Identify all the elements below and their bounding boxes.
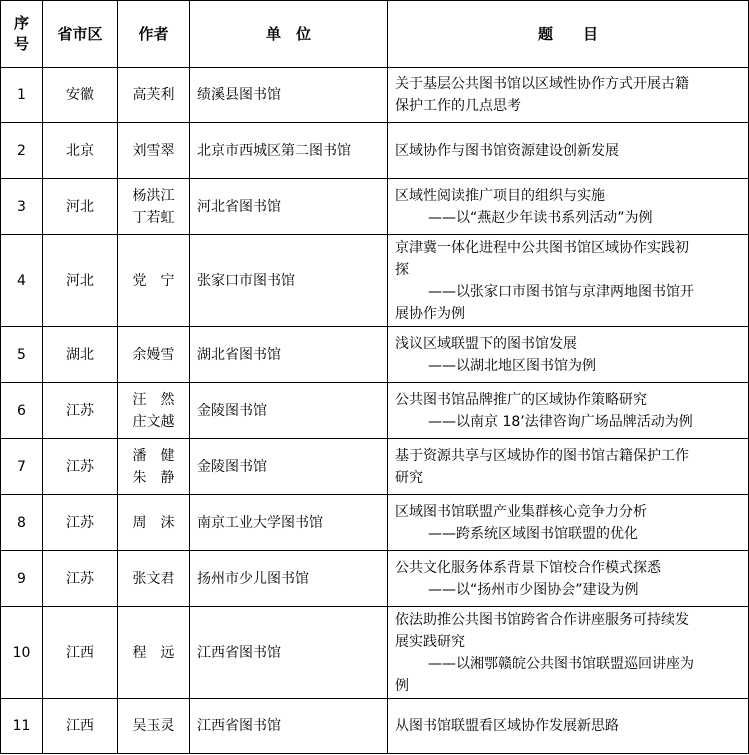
author-name: 丁若虹 [132,209,175,226]
row-number: 9 [1,551,43,607]
table-row [1,607,749,699]
subtitle-line: ——跨系统区域图书馆联盟的优化 [428,525,638,542]
row-province: 安徽 [43,68,118,123]
row-province: 河北 [43,235,118,327]
subtitle-line: ——以南京 18’法律咨询广场品牌活动为例 [428,413,693,430]
row-number: 10 [1,607,43,699]
author-name: 高芙利 [132,87,175,103]
row-title [388,551,749,607]
row-number: 11 [1,699,43,754]
row-unit: 金陵图书馆 [190,383,388,439]
row-unit: 湖北省图书馆 [190,327,388,383]
subtitle-line: ——以张家口市图书馆与京津两地图书馆开 [428,283,694,300]
row-authors [118,383,190,439]
row-unit: 南京工业大学图书馆 [190,495,388,551]
title-line: 关于基层公共图书馆以区域性协作方式开展古籍 [395,76,689,92]
row-authors [118,123,190,179]
table-row [1,551,749,607]
title-line: 保护工作的几点思考 [395,98,521,114]
author-name: 余嫚雪 [132,346,175,363]
author-name: 汪 然 [132,391,175,408]
author-name: 朱 静 [132,469,175,486]
header-no-line: 号 [13,35,29,53]
table-row [1,179,749,235]
row-title [388,123,749,179]
title-line: 基于资源共享与区域协作的图书馆古籍保护工作 [395,447,689,464]
row-province: 江苏 [43,383,118,439]
row-title [388,235,749,327]
subtitle-line: ——以湖北地区图书馆为例 [428,357,596,374]
table-row [1,68,749,123]
title-line: 研究 [395,469,423,486]
table-row [1,699,749,754]
author-name: 张文君 [132,570,175,587]
author-name: 刘雪翠 [132,142,175,159]
table-row [1,123,749,179]
row-unit: 江西省图书馆 [190,699,388,754]
row-province: 江苏 [43,551,118,607]
row-province: 江苏 [43,439,118,495]
row-number: 2 [1,123,43,179]
row-title [388,495,749,551]
row-number: 1 [1,68,43,123]
table-body [1,68,749,754]
subtitle-line: 展协作为例 [395,305,465,322]
row-number: 4 [1,235,43,327]
row-number: 6 [1,383,43,439]
row-authors [118,551,190,607]
row-title [388,383,749,439]
row-province: 北京 [43,123,118,179]
header-province: 省市区 [43,1,118,68]
row-authors [118,699,190,754]
author-name: 程 远 [132,644,175,661]
author-name: 周 沫 [132,514,175,531]
row-unit: 扬州市少儿图书馆 [190,551,388,607]
header-unit: 单 位 [190,1,388,68]
table-row [1,235,749,327]
row-title [388,699,749,754]
title-line: 区域协作与图书馆资源建设创新发展 [395,142,619,159]
table-row [1,383,749,439]
title-line: 浅议区域联盟下的图书馆发展 [395,335,577,352]
row-province: 江西 [43,607,118,699]
row-province: 湖北 [43,327,118,383]
row-unit: 北京市西城区第二图书馆 [190,123,388,179]
row-unit: 河北省图书馆 [190,179,388,235]
row-authors [118,439,190,495]
row-authors [118,495,190,551]
title-line: 京津冀一体化进程中公共图书馆区域协作实践初 [395,239,689,256]
title-line: 依法助推公共图书馆跨省合作讲座服务可持续发 [395,611,689,628]
row-authors [118,327,190,383]
row-unit: 金陵图书馆 [190,439,388,495]
row-authors [118,235,190,327]
title-line: 从图书馆联盟看区域协作发展新思路 [395,718,619,734]
header-no [1,1,43,68]
row-title [388,607,749,699]
row-title [388,439,749,495]
row-province: 河北 [43,179,118,235]
author-name: 杨洪江 [132,187,175,204]
row-number: 7 [1,439,43,495]
author-name: 庄文越 [132,413,175,430]
author-name: 党 宁 [132,272,175,289]
row-unit: 江西省图书馆 [190,607,388,699]
row-title [388,68,749,123]
header-title: 题 目 [388,1,749,68]
row-province: 江苏 [43,495,118,551]
title-line: 公共文化服务体系背景下馆校合作模式探悉 [395,559,661,576]
table-row [1,439,749,495]
title-line: 区域性阅读推广项目的组织与实施 [395,187,605,204]
author-name: 吴玉灵 [132,718,175,734]
table-row [1,495,749,551]
row-unit: 张家口市图书馆 [190,235,388,327]
subtitle-line: 例 [395,677,409,694]
author-name: 潘 健 [132,447,175,464]
title-line: 探 [395,261,409,278]
subtitle-line: ——以“扬州市少图协会”建设为例 [428,581,639,598]
row-number: 5 [1,327,43,383]
header-author: 作者 [118,1,190,68]
row-title [388,179,749,235]
subtitle-line: ——以“燕赵少年读书系列活动”为例 [428,209,653,226]
row-authors [118,607,190,699]
row-number: 8 [1,495,43,551]
row-authors [118,179,190,235]
header-no-line: 序 [13,14,29,32]
row-province: 江西 [43,699,118,754]
row-number: 3 [1,179,43,235]
row-unit: 绩溪县图书馆 [190,68,388,123]
table-row [1,327,749,383]
header-row [1,1,749,68]
subtitle-line: ——以湘鄂赣皖公共图书馆联盟巡回讲座为 [428,655,694,672]
title-line: 公共图书馆品牌推广的区域协作策略研究 [395,391,647,408]
title-line: 展实践研究 [395,633,465,650]
row-authors [118,68,190,123]
title-line: 区域图书馆联盟产业集群核心竞争力分析 [395,503,647,520]
row-title [388,327,749,383]
